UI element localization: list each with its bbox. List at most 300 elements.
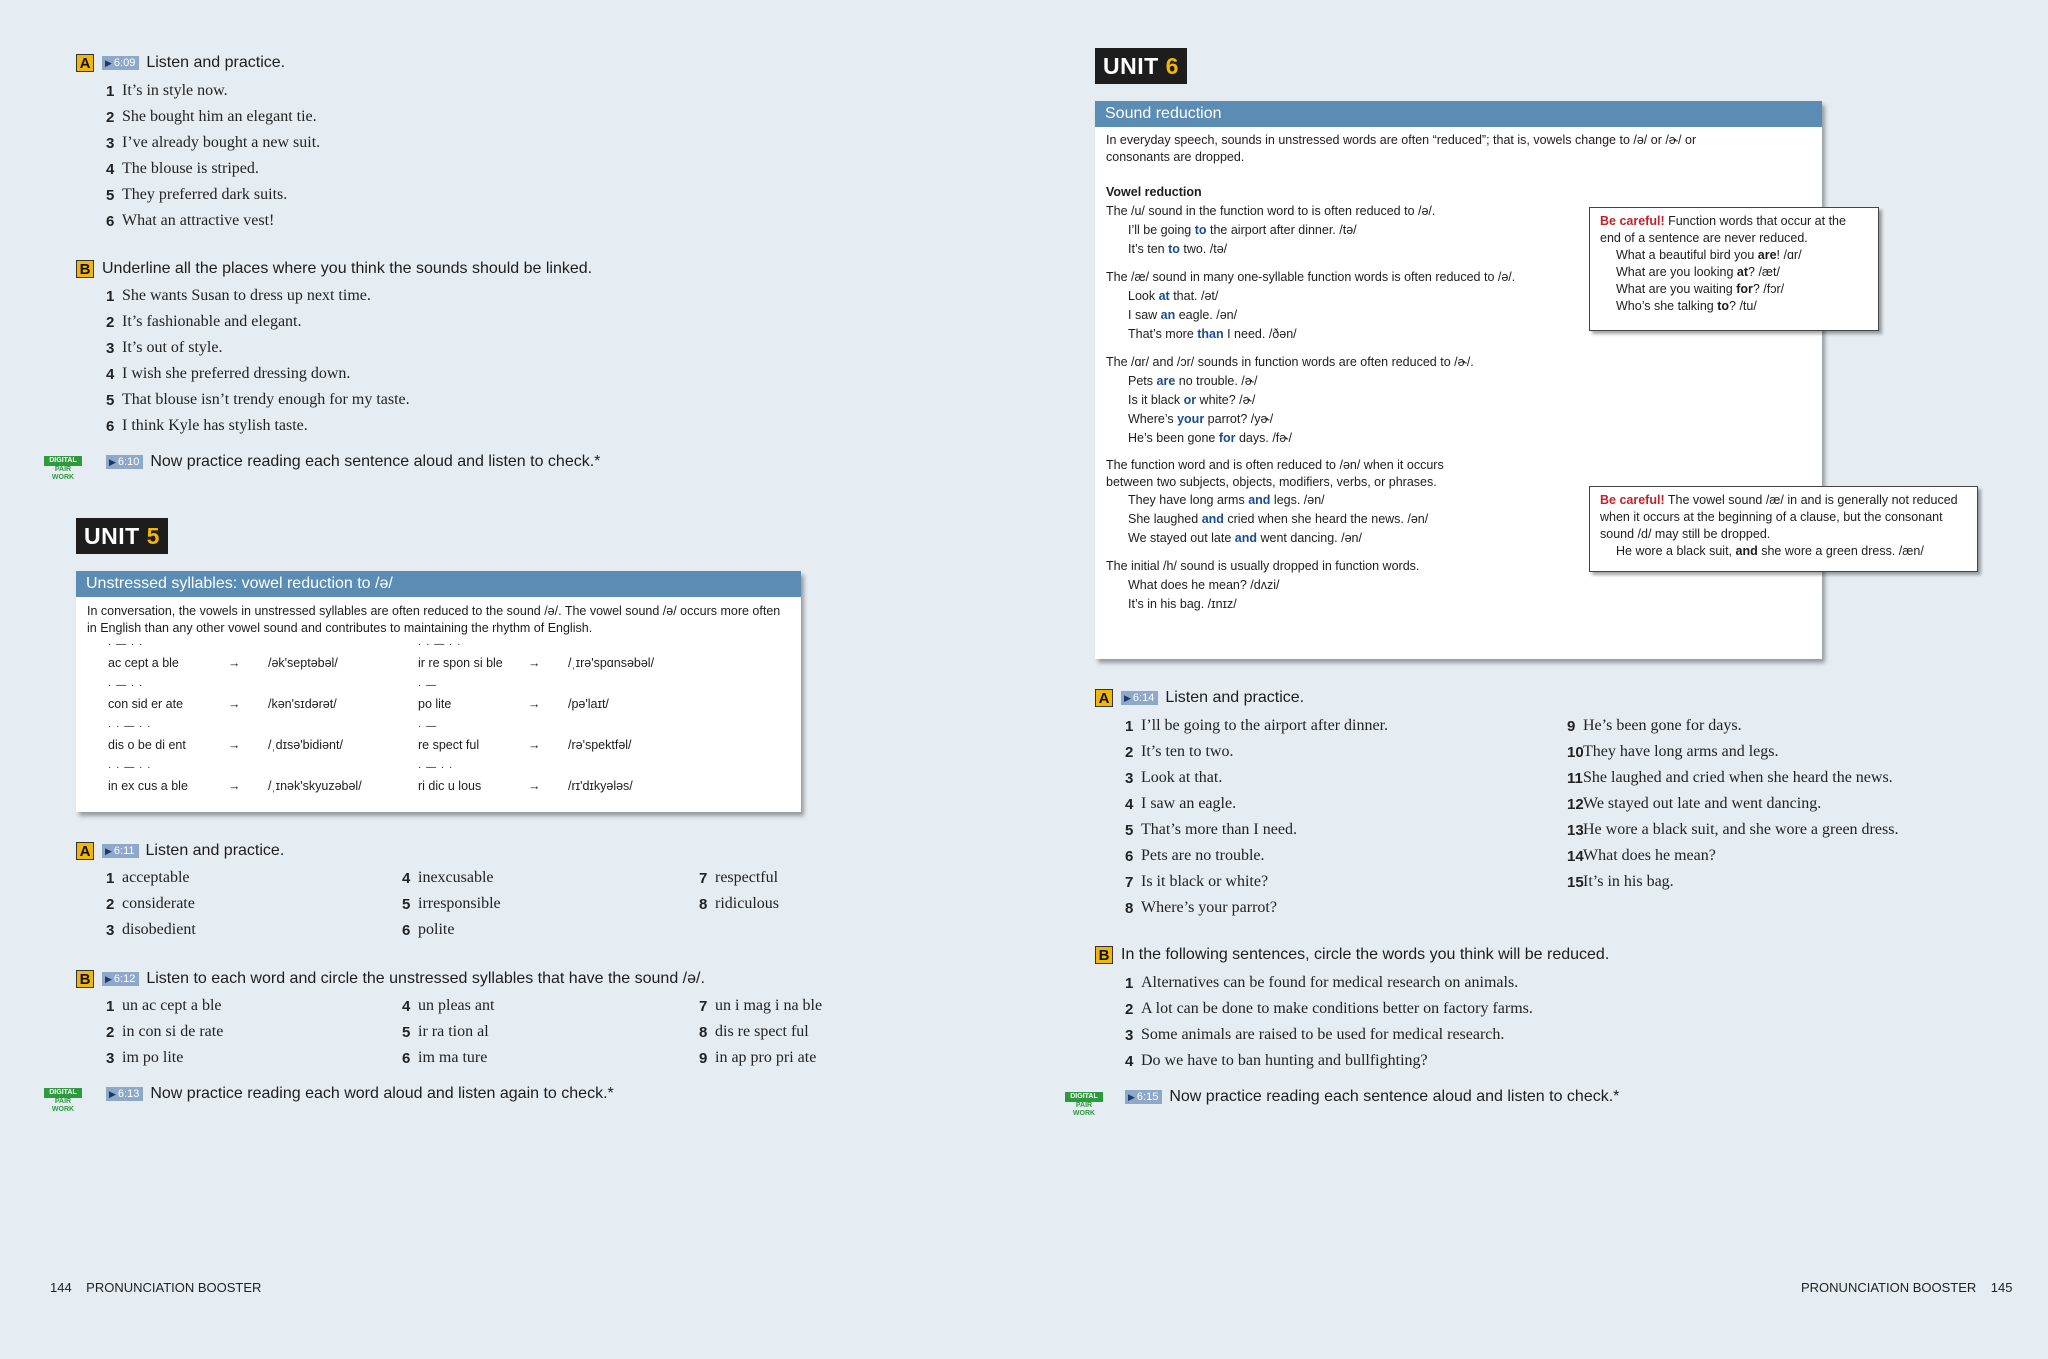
list-item [106, 335, 410, 361]
item-number: 8 [1125, 899, 1134, 917]
item-text: I’ll be going to the airport after dinner. [1141, 717, 1389, 734]
list-item [402, 993, 494, 1019]
page-footer: PRONUNCIATION BOOSTER 145 [1801, 1280, 2013, 1295]
arrow-icon: → [528, 738, 541, 752]
word-syllables: in ex cus a ble [108, 779, 188, 793]
item-text: dis re spect ful [715, 1023, 809, 1040]
section-b-list [106, 283, 410, 439]
list-item [699, 1045, 822, 1071]
item-text: It’s fashionable and elegant. [122, 313, 302, 330]
item-text: ridiculous [715, 895, 779, 912]
ipa-transcription: /pə'laɪt/ [568, 697, 609, 711]
item-number: 8 [699, 1023, 708, 1041]
item-number: 4 [1125, 1052, 1134, 1070]
item-text: I’ve already bought a new suit. [122, 134, 321, 151]
list-item [106, 1019, 223, 1045]
page-number: 145 [1990, 1280, 2013, 1295]
item-text: It’s in style now. [122, 82, 228, 99]
example-text: I saw [1128, 308, 1161, 322]
item-text: They preferred dark suits. [122, 186, 288, 203]
section-letter: A [1095, 689, 1113, 707]
stress-mark: · · — · · [418, 639, 462, 650]
list-item [106, 283, 410, 309]
example-text: ! /ɑr/ [1776, 248, 1802, 262]
play-icon: ▶ [1128, 1091, 1135, 1102]
list-item [1125, 869, 1388, 895]
rule: The initial /h/ sound is usually dropped in function words. [1106, 559, 1420, 573]
item-number: 1 [106, 869, 115, 887]
item-number: 4 [106, 365, 115, 383]
list-item [1125, 895, 1388, 921]
unit-label: UNIT 5 [76, 518, 168, 554]
sentence-column [1125, 713, 1388, 921]
item-number: 7 [1125, 873, 1134, 891]
example-text: She laughed [1128, 512, 1202, 526]
example-text: He wore a black suit, [1616, 544, 1736, 558]
item-text: It’s out of style. [122, 339, 223, 356]
word-syllables: po lite [418, 697, 452, 711]
highlighted-word: to [1717, 299, 1730, 313]
example-text: days. /fɚ/ [1235, 431, 1292, 445]
item-text: A lot can be done to make conditions better on factory farms. [1141, 1000, 1533, 1017]
digital-pair-work-icon: DIGITAL PAIR WORK [44, 456, 82, 482]
list-item [106, 309, 410, 335]
item-number: 10 [1567, 743, 1584, 761]
ipa-transcription: /ˌɪnək'skyuzəbəl/ [268, 779, 362, 793]
example-line [1128, 429, 1806, 448]
list-item [699, 865, 779, 891]
item-number: 3 [1125, 1026, 1134, 1044]
page-footer: 144 PRONUNCIATION BOOSTER [50, 1280, 262, 1295]
highlighted-word: and [1234, 531, 1258, 545]
item-text: im ma ture [418, 1049, 488, 1066]
instruction: Listen and practice. [146, 54, 286, 71]
digital-pair-work-icon: DIGITAL PAIR WORK [1065, 1092, 1103, 1118]
highlighted-word: at [1736, 265, 1749, 279]
be-careful-note-2: Be careful! The vowel sound /æ/ in and is generally not reduced when it occurs at the beginning of a clause, but the consonant sound /d/ may still be dropped. He wore a black suit, and she wore a green dress. /æn/ [1589, 486, 1978, 572]
example-line [1616, 543, 1967, 560]
list-item [1125, 817, 1388, 843]
audio-track-button[interactable]: ▶ 6:15 [1125, 1090, 1162, 1104]
example-text: I need. /ðən/ [1223, 327, 1297, 341]
list-item [106, 130, 320, 156]
stress-mark: · — · · [108, 639, 144, 650]
stress-mark: · — · · [418, 762, 454, 773]
syllable-word [418, 756, 528, 797]
list-item [106, 104, 320, 130]
audio-track-button[interactable]: ▶ 6:12 [102, 972, 139, 986]
arrow-icon: → [228, 656, 241, 670]
item-number: 5 [106, 391, 115, 409]
word-column [106, 993, 223, 1071]
example-text: she wore a green dress. /æn/ [1757, 544, 1924, 558]
example-text: Who’s she talking [1616, 299, 1718, 313]
word-syllables: ac cept a ble [108, 656, 179, 670]
ipa-transcription: /ək'septəbəl/ [268, 656, 338, 670]
audio-track-button[interactable]: ▶ 6:11 [102, 844, 139, 858]
highlighted-word: your [1177, 412, 1205, 426]
ipa-transcription: /ˌdɪsə'bidiənt/ [268, 738, 343, 752]
list-item [106, 413, 410, 439]
example-line [1616, 281, 1868, 298]
word-syllables: ri dic u lous [418, 779, 482, 793]
stress-mark: · — · · [108, 680, 144, 691]
arrow-icon: → [228, 738, 241, 752]
example-text: What a beautiful bird you [1616, 248, 1758, 262]
list-item [1125, 996, 1533, 1022]
box-title: Sound reduction [1095, 101, 1822, 127]
item-number: 1 [106, 997, 115, 1015]
check-line: ▶ 6:13 Now practice reading each word aloud and listen again to check.* [106, 1085, 614, 1103]
example-text: ? /fɔr/ [1752, 282, 1785, 296]
item-number: 3 [106, 921, 115, 939]
list-item [106, 361, 410, 387]
section-a-header: A ▶ 6:14 Listen and practice. [1095, 689, 1304, 707]
box-intro: In everyday speech, sounds in unstressed words are often “reduced”; that is, vowels change to /ə/ or /ɚ/ or consonants are dropped. [1106, 133, 1697, 164]
item-number: 1 [1125, 717, 1134, 735]
item-text: irresponsible [418, 895, 501, 912]
list-item [1125, 970, 1533, 996]
section-a-list [106, 78, 320, 234]
stress-mark: · — [418, 721, 438, 732]
item-text: We stayed out late and went dancing. [1583, 795, 1822, 812]
word-syllables: con sid er ate [108, 697, 184, 711]
item-text: Alternatives can be found for medical research on animals. [1141, 974, 1519, 991]
item-text: The blouse is striped. [122, 160, 259, 177]
highlighted-word: to [1168, 242, 1180, 256]
list-item [1125, 713, 1388, 739]
list-item [699, 1019, 822, 1045]
play-icon: ▶ [109, 456, 116, 467]
item-text: inexcusable [418, 869, 494, 886]
play-icon: ▶ [105, 845, 112, 856]
item-text: That’s more than I need. [1141, 821, 1297, 838]
list-item [106, 182, 320, 208]
example-text: that. /ət/ [1169, 289, 1219, 303]
item-number: 2 [106, 108, 115, 126]
arrow-icon: → [228, 779, 241, 793]
example-text: What are you looking [1616, 265, 1737, 279]
audio-track-button[interactable]: ▶ 6:13 [106, 1087, 143, 1101]
play-icon: ▶ [1124, 692, 1131, 703]
rule: The /ɑr/ and /ɔr/ sounds in function words are often reduced to /ɚ/. [1106, 355, 1474, 369]
sentence-column [1125, 970, 1533, 1074]
item-number: 3 [106, 134, 115, 152]
item-number: 12 [1567, 795, 1584, 813]
list-item [106, 865, 196, 891]
section-letter: B [76, 970, 94, 988]
section-letter: A [76, 842, 94, 860]
item-text: She laughed and cried when she heard the news. [1583, 769, 1893, 786]
list-item [106, 917, 196, 943]
item-text: That blouse isn’t trendy enough for my taste. [122, 391, 410, 408]
ipa-transcription: /rɪ'dɪkyələs/ [568, 779, 633, 793]
word-column [106, 865, 196, 943]
item-text: Do we have to ban hunting and bullfighting? [1141, 1052, 1428, 1069]
example-text: Is it black [1128, 393, 1184, 407]
item-text: un pleas ant [418, 997, 495, 1014]
example-text: ? /æt/ [1748, 265, 1780, 279]
item-text: Some animals are raised to be used for medical research. [1141, 1026, 1505, 1043]
example-text: Pets [1128, 374, 1157, 388]
list-item [699, 993, 822, 1019]
item-number: 4 [106, 160, 115, 178]
item-text: un i mag i na ble [715, 997, 823, 1014]
section-b-header [76, 260, 592, 278]
list-item [106, 208, 320, 234]
example-line [1128, 391, 1806, 410]
word-column [402, 865, 501, 943]
stress-mark: · · — · · [108, 762, 152, 773]
item-number: 6 [402, 1049, 411, 1067]
instruction: Underline all the places where you think the sounds should be linked. [102, 260, 593, 277]
example-text: cried when she heard the news. /ən/ [1223, 512, 1429, 526]
example-line [1616, 264, 1868, 281]
item-number: 3 [106, 1049, 115, 1067]
list-item [1567, 739, 1898, 765]
ipa-transcription: /kən'sɪdərət/ [268, 697, 337, 711]
list-item [699, 891, 779, 917]
highlighted-word: for [1736, 282, 1753, 296]
example-text: went dancing. /ən/ [1257, 531, 1362, 545]
word-grid [108, 633, 728, 797]
item-text: considerate [122, 895, 195, 912]
example-text: the airport after dinner. /tə/ [1206, 223, 1357, 237]
list-item [106, 891, 196, 917]
stress-mark: · — [418, 680, 438, 691]
be-careful-note-1: Be careful! Function words that occur at the end of a sentence are never reduced. What a beautiful bird you are! /ɑr/ What are you looking at? /æt/ What are you waiting for? /fɔr/ Who’s she talking to? /tu/ [1589, 207, 1879, 331]
item-number: 14 [1567, 847, 1584, 865]
item-number: 13 [1567, 821, 1584, 839]
item-number: 6 [1125, 847, 1134, 865]
example-text: parrot? /yɚ/ [1204, 412, 1274, 426]
example-line [1616, 298, 1868, 315]
play-icon: ▶ [109, 1088, 116, 1099]
item-number: 2 [106, 895, 115, 913]
play-icon: ▶ [105, 57, 112, 68]
arrow-icon: → [228, 697, 241, 711]
item-text: I think Kyle has stylish taste. [122, 417, 308, 434]
word-column [699, 993, 822, 1071]
list-item [1125, 843, 1388, 869]
item-number: 7 [699, 997, 708, 1015]
syllable-word [108, 633, 228, 674]
section-b-header: B In the following sentences, circle the words you think will be reduced. [1095, 946, 1609, 964]
item-number: 7 [699, 869, 708, 887]
item-number: 1 [106, 287, 115, 305]
list-item [1125, 1048, 1533, 1074]
sound-reduction-box [1095, 101, 1822, 659]
item-text: im po lite [122, 1049, 184, 1066]
highlighted-word: an [1160, 308, 1176, 322]
item-text: respectful [715, 869, 779, 886]
example-text: Where’s [1128, 412, 1178, 426]
item-text: What an attractive vest! [122, 212, 275, 229]
list-item [1567, 765, 1898, 791]
section-letter: B [76, 260, 94, 278]
audio-track-button[interactable]: ▶ 6:09 [102, 56, 139, 70]
list-item [402, 1019, 494, 1045]
syllable-word [418, 674, 528, 715]
item-text: Pets are no trouble. [1141, 847, 1265, 864]
highlighted-word: and [1201, 512, 1224, 526]
item-number: 9 [699, 1049, 708, 1067]
highlighted-word: than [1197, 327, 1224, 341]
list-item [106, 387, 410, 413]
section-a-header [76, 54, 285, 72]
section-letter: B [1095, 946, 1113, 964]
list-item [1125, 1022, 1533, 1048]
ipa-transcription: /rə'spektfəl/ [568, 738, 632, 752]
page-number: 144 [50, 1280, 72, 1295]
item-text: They have long arms and legs. [1583, 743, 1779, 760]
subheading: Vowel reduction [1106, 185, 1202, 199]
item-number: 8 [699, 895, 708, 913]
unit-label: UNIT 6 [1095, 48, 1187, 84]
highlighted-word: or [1183, 393, 1197, 407]
example-text: no trouble. /ɚ/ [1175, 374, 1258, 388]
section-letter: A [76, 54, 94, 72]
syllable-word [108, 715, 228, 756]
word-syllables: dis o be di ent [108, 738, 186, 752]
item-text: un ac cept a ble [122, 997, 222, 1014]
syllable-word [108, 756, 228, 797]
list-item [106, 156, 320, 182]
list-item [402, 865, 501, 891]
list-item [1567, 843, 1898, 869]
example-text: I’ll be going [1128, 223, 1195, 237]
example-line: What does he mean? /dʌzi/ [1128, 578, 1280, 592]
item-text: She bought him an elegant tie. [122, 108, 317, 125]
list-item [402, 891, 501, 917]
arrow-icon: → [528, 697, 541, 711]
list-item [1125, 765, 1388, 791]
item-number: 4 [1125, 795, 1134, 813]
item-text: disobedient [122, 921, 196, 938]
word-column [699, 865, 779, 917]
word-column [402, 993, 494, 1071]
list-item [1125, 739, 1388, 765]
rule: The function word and is often reduced to /ən/ when it occurs between two subjects, objects, modifiers, verbs, or phrases. [1106, 458, 1444, 489]
example-text: white? /ɚ/ [1196, 393, 1256, 407]
list-item [402, 1045, 494, 1071]
item-number: 5 [402, 1023, 411, 1041]
word-syllables: ir re spon si ble [418, 656, 503, 670]
section-a2-header: A ▶ 6:11 Listen and practice. [76, 842, 284, 860]
rule: The /u/ sound in the function word to is often reduced to /ə/. [1106, 204, 1436, 218]
sentence-column [1567, 713, 1898, 895]
play-icon: ▶ [105, 973, 112, 984]
list-item [1567, 817, 1898, 843]
item-number: 3 [1125, 769, 1134, 787]
vowel-reduction-box [76, 571, 801, 812]
example-line [1128, 410, 1806, 429]
item-number: 2 [1125, 743, 1134, 761]
list-item [1567, 713, 1898, 739]
item-number: 11 [1567, 769, 1583, 787]
syllable-word [418, 633, 528, 674]
highlighted-word: to [1194, 223, 1207, 237]
example-text: We stayed out late [1128, 531, 1235, 545]
syllable-word [418, 715, 528, 756]
example-text: ? /tu/ [1729, 299, 1757, 313]
ipa-transcription: /ˌɪrə'spɑnsəbəl/ [568, 656, 655, 670]
list-item [1567, 791, 1898, 817]
item-text: polite [418, 921, 455, 938]
check-line: ▶ 6:15 Now practice reading each sentence aloud and listen to check.* [1125, 1088, 1619, 1106]
box-intro: In conversation, the vowels in unstressed syllables are often reduced to the sound /ə/. The vowel sound /ə/ occurs more often in English than any other vowel sound and contributes to maintaining the rhythm of English. [87, 604, 781, 635]
example-line [1616, 247, 1868, 264]
item-number: 6 [106, 212, 115, 230]
arrow-icon: → [528, 656, 541, 670]
section-b2-header: B ▶ 6:12 Listen to each word and circle the unstressed syllables that have the sound /ə/. [76, 970, 705, 988]
item-text: ir ra tion al [418, 1023, 489, 1040]
item-number: 6 [402, 921, 411, 939]
example-text: That’s more [1128, 327, 1198, 341]
example-text: eagle. /ən/ [1175, 308, 1238, 322]
item-text: It’s in his bag. [1583, 873, 1674, 890]
highlighted-word: and [1248, 493, 1271, 507]
example-text: two. /tə/ [1179, 242, 1228, 256]
example-text: Look [1128, 289, 1159, 303]
item-text: He wore a black suit, and she wore a green dress. [1583, 821, 1899, 838]
item-number: 1 [1125, 974, 1134, 992]
rule: The /æ/ sound in many one-syllable function words is often reduced to /ə/. [1106, 270, 1516, 284]
item-number: 6 [106, 417, 115, 435]
digital-pair-work-icon: DIGITAL PAIR WORK [44, 1088, 82, 1114]
list-item [106, 993, 223, 1019]
list-item [1125, 791, 1388, 817]
example-text: legs. /ən/ [1270, 493, 1325, 507]
syllable-word [108, 674, 228, 715]
item-number: 2 [1125, 1000, 1134, 1018]
item-text: I wish she preferred dressing down. [122, 365, 351, 382]
item-number: 5 [1125, 821, 1134, 839]
check-line: ▶ 6:10 Now practice reading each sentence aloud and listen to check.* [106, 453, 600, 471]
item-number: 2 [106, 313, 115, 331]
item-number: 3 [106, 339, 115, 357]
list-item [1567, 869, 1898, 895]
box-title: Unstressed syllables: vowel reduction to /ə/ [76, 571, 801, 597]
arrow-icon: → [528, 779, 541, 793]
highlighted-word: at [1158, 289, 1170, 303]
highlighted-word: are [1757, 248, 1777, 262]
item-text: She wants Susan to dress up next time. [122, 287, 371, 304]
stress-mark: · · — · · [108, 721, 152, 732]
example-line [1128, 372, 1806, 391]
example-line: It’s in his bag. /ɪnɪz/ [1128, 597, 1237, 611]
item-text: acceptable [122, 869, 190, 886]
item-text: in con si de rate [122, 1023, 224, 1040]
highlighted-word: are [1156, 374, 1176, 388]
item-number: 5 [402, 895, 411, 913]
audio-track-button[interactable]: ▶ 6:14 [1121, 691, 1158, 705]
item-text: What does he mean? [1583, 847, 1716, 864]
item-number: 4 [402, 869, 411, 887]
example-text: He’s been gone [1128, 431, 1219, 445]
highlighted-word: and [1735, 544, 1758, 558]
item-text: in ap pro pri ate [715, 1049, 817, 1066]
item-number: 2 [106, 1023, 115, 1041]
example-text: It’s ten [1128, 242, 1169, 256]
audio-track-button[interactable]: ▶ 6:10 [106, 455, 143, 469]
item-number: 5 [106, 186, 115, 204]
item-number: 15 [1567, 873, 1584, 891]
item-number: 1 [106, 82, 115, 100]
item-text: It’s ten to two. [1141, 743, 1234, 760]
list-item [106, 1045, 223, 1071]
item-text: I saw an eagle. [1141, 795, 1237, 812]
